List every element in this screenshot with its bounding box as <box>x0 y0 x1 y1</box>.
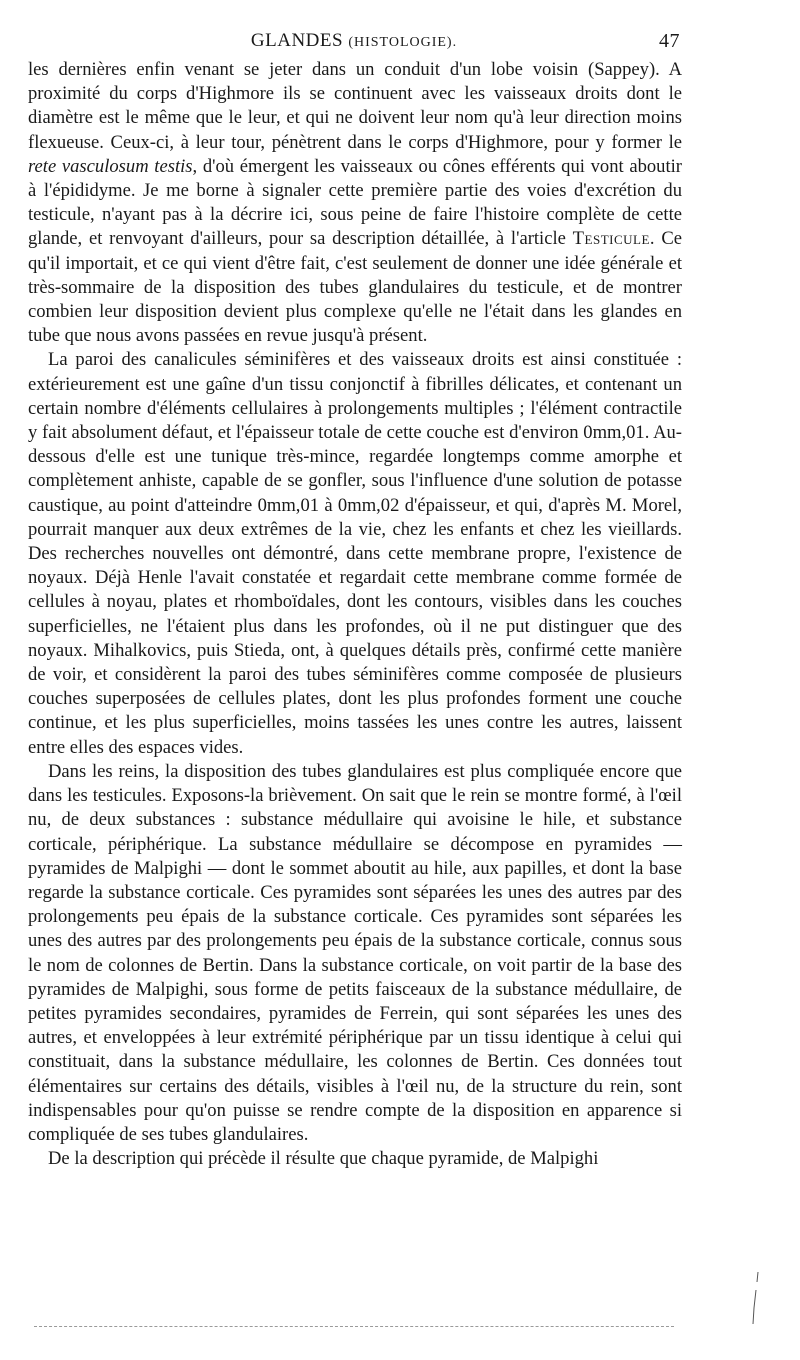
paragraph-3: Dans les reins, la disposition des tubes glandulaires est plus compliquée encore que dans les testicules. Exposons-la brièvement. On sait que le rein se montre formé, à l'œil nu, de deux substances : substance médullaire qui avoisine le hile, et substance corticale, périphérique. La substance médullaire se décompose en pyramides — pyramides de Malpighi — dont le sommet aboutit au hile, aux papilles, et dont la base regarde la substance corticale. Ces pyramides sont séparées les unes des autres par des prolongements peu épais de la substance corticale. Ces pyramides sont séparées les unes des autres par des prolongements peu épais de la substance corticale, connus sous le nom de colonnes de Bertin. Dans la substance corticale, on voit partir de la base des pyramides de Malpighi, sous forme de petits faisceaux de la substance médullaire, de petites pyramides secondaires, pyramides de Ferrein, qui sont séparées les unes des autres, et enveloppées à leur extrémité périphérique par un tissu identique à celui qui constituait, dans la substance médullaire, les colonnes de Bertin. Ces données tout élémentaires sur certains des détails, visibles à l'œil nu, de la structure du rein, sont indispensables pour qu'on puisse se rendre compte de la disposition en apparence si compliquée de ses tubes glandulaires. <box>28 760 682 1145</box>
paragraph-1-italic-term: rete vasculosum testis <box>28 155 193 177</box>
margin-pencil-mark <box>748 1268 760 1328</box>
running-head-title <box>28 30 680 52</box>
paragraph-4: De la description qui précède il résulte que chaque pyramide, de Malpighi <box>48 1148 599 1170</box>
paragraph-1-part-2: , d'où émergent les vaisseaux ou cônes efférents qui vont aboutir à l'épididyme. Je me borne à signaler cette première partie des voies d'excrétion du testicule, n'ayant pas à la décrire ici, sous peine de faire l'histoire complète de cette glande, et renvoyant d'ailleurs, pour sa description détaillée, à l'article <box>28 155 683 250</box>
paragraph-2: La paroi des canalicules séminifères et des vaisseaux droits est ainsi constituée : extérieurement est une gaîne d'un tissu conjonctif à fibrilles délicates, et contenant un certain nombre d'éléments cellulaires à prolongements multiples ; l'élément contractile y fait absolument défaut, et l'épaisseur totale de cette couche est d'environ 0mm,01. Au-dessous d'elle est une tunique très-mince, regardée longtemps comme amorphe et complètement anhiste, capable de se gonfler, sous l'influence d'une solution de potasse caustique, au point d'atteindre 0mm,01 à 0mm,02 d'épaisseur, et qui, d'après M. Morel, pourrait manquer aux deux extrêmes de la vie, chez les enfants et chez les vieillards. Des recherches nouvelles ont démontré, dans cette membrane propre, l'existence de noyaux. Déjà Henle l'avait constatée et regardait cette membrane comme formée de cellules à noyau, plates et rhomboïdales, dont les contours, visibles dans les couches superficielles, ne l'étaient plus dans les profondes, où il ne put distinguer que des noyaux. Mihalkovics, puis Stieda, ont, à quelques détails près, confirmé cette manière de voir, et considèrent la paroi des tubes séminifères comme composée de plusieurs couches superposées de cellules plates, dont les plus profondes forment une couche continue, et les plus superficielles, moins tassées les unes contre les autres, laissent entre elles des espaces vides. <box>28 349 682 758</box>
running-head <box>28 30 680 56</box>
body-text <box>28 58 682 1171</box>
running-head-main: GLANDES <box>250 30 344 51</box>
running-head-subtitle: (HISTOLOGIE). <box>348 35 458 50</box>
paragraph-1-part-1: les dernières enfin venant se jeter dans un conduit d'un lobe voisin (Sappey). A proximité du corps d'Highmore ils se continuent avec les vaisseaux droits dont le diamètre est le même que le leur, et qui ne doivent leur nom qu'à leur direction moins flexueuse. Ceux-ci, à leur tour, pénètrent dans le corps d'Highmore, pour y former le <box>28 59 682 153</box>
page-number: 47 <box>659 30 680 52</box>
paragraph-1-article-ref: Testicule <box>572 228 650 250</box>
footer-dotted-rule <box>34 1326 674 1327</box>
paragraph-1-part-3: . Ce qu'il importait, et ce qui vient d'être fait, c'est seulement de donner une idée générale et très-sommaire de la disposition des tubes glandulaires du testicule, et de montrer combien leur disposition devient plus complexe qu'elle ne l'était dans les glandes en tube que nous avons passées en revue jusqu'à présent. <box>28 228 682 347</box>
paragraph-1 <box>28 58 682 348</box>
